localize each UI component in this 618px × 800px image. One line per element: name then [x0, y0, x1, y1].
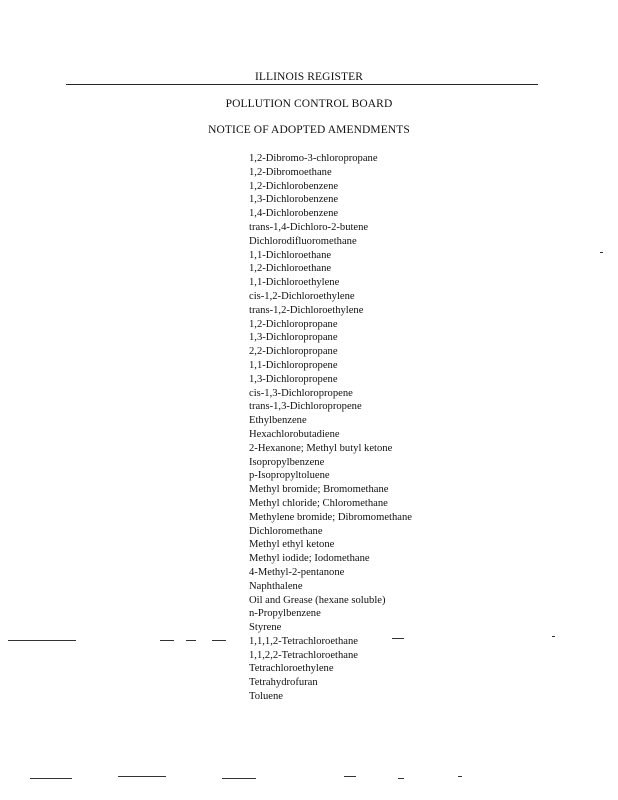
list-item: 4-Methyl-2-pentanone	[249, 566, 345, 578]
scan-mark	[8, 640, 76, 641]
list-item: Methylene bromide; Dibromomethane	[249, 511, 412, 523]
list-item: trans-1,4-Dichloro-2-butene	[249, 221, 369, 233]
list-item: 1,4-Dichlorobenzene	[249, 208, 339, 220]
list-item: Dichlorodifluoromethane	[249, 235, 357, 247]
board-title: POLLUTION CONTROL BOARD	[225, 98, 393, 110]
scan-mark	[398, 778, 404, 779]
list-item: trans-1,2-Dichloroethylene	[249, 304, 364, 316]
list-item: Naphthalene	[249, 580, 303, 592]
list-item: n-Propylbenzene	[249, 608, 321, 620]
list-item: 1,3-Dichloropropene	[249, 373, 338, 385]
list-item: 1,3-Dichlorobenzene	[249, 194, 339, 206]
list-item: 1,1-Dichloroethylene	[249, 277, 340, 289]
list-item: Toluene	[249, 691, 283, 703]
list-item: 1,2-Dibromo-3-chloropropane	[249, 153, 378, 164]
list-item: 1,2-Dichlorobenzene	[249, 180, 339, 192]
list-item: 2,2-Dichloropropane	[249, 346, 338, 358]
list-item: Styrene	[249, 622, 282, 634]
list-item: Methyl iodide; Iodomethane	[249, 553, 370, 565]
list-item: 2-Hexanone; Methyl butyl ketone	[249, 442, 393, 454]
list-item: Hexachlorobutadiene	[249, 428, 340, 440]
list-item: cis-1,3-Dichloropropene	[249, 387, 353, 399]
list-item: 1,3-Dichloropropane	[249, 332, 338, 344]
list-item: Methyl chloride; Chloromethane	[249, 497, 388, 509]
list-item: 1,1-Dichloropropene	[249, 359, 338, 371]
list-item: 1,1,1,2-Tetrachloroethane	[249, 635, 358, 647]
scan-mark	[212, 640, 226, 641]
scan-mark	[186, 640, 196, 641]
scan-mark	[392, 638, 404, 639]
list-item: 1,1-Dichloroethane	[249, 249, 332, 261]
compound-list	[249, 152, 412, 704]
list-item: Tetrachloroethylene	[249, 663, 334, 675]
list-item: Methyl bromide; Bromomethane	[249, 484, 389, 496]
scan-mark	[118, 776, 166, 777]
list-item: Dichloromethane	[249, 525, 323, 537]
header-rule	[66, 84, 538, 85]
list-item: Tetrahydrofuran	[249, 677, 318, 689]
list-item: 1,2-Dibromoethane	[249, 166, 332, 178]
list-item: 1,2-Dichloropropane	[249, 318, 338, 330]
register-title: ILLINOIS REGISTER	[254, 71, 364, 83]
list-item: trans-1,3-Dichloropropene	[249, 401, 362, 413]
list-item: 1,1,2,2-Tetrachloroethane	[249, 649, 358, 661]
list-item: 1,2-Dichloroethane	[249, 263, 332, 275]
scan-mark	[160, 640, 174, 641]
scan-mark	[458, 776, 462, 777]
list-item: cis-1,2-Dichloroethylene	[249, 290, 355, 302]
scan-mark	[344, 776, 356, 777]
notice-title: NOTICE OF ADOPTED AMENDMENTS	[208, 124, 410, 136]
scan-mark	[222, 778, 256, 779]
list-item: Methyl ethyl ketone	[249, 539, 335, 551]
list-item: Oil and Grease (hexane soluble)	[249, 594, 386, 606]
list-item: p-Isopropyltoluene	[249, 470, 330, 482]
scan-mark	[30, 778, 72, 779]
scan-mark	[552, 636, 555, 637]
scan-mark	[600, 252, 603, 253]
list-item: Ethylbenzene	[249, 415, 307, 427]
list-item: Isopropylbenzene	[249, 456, 325, 468]
